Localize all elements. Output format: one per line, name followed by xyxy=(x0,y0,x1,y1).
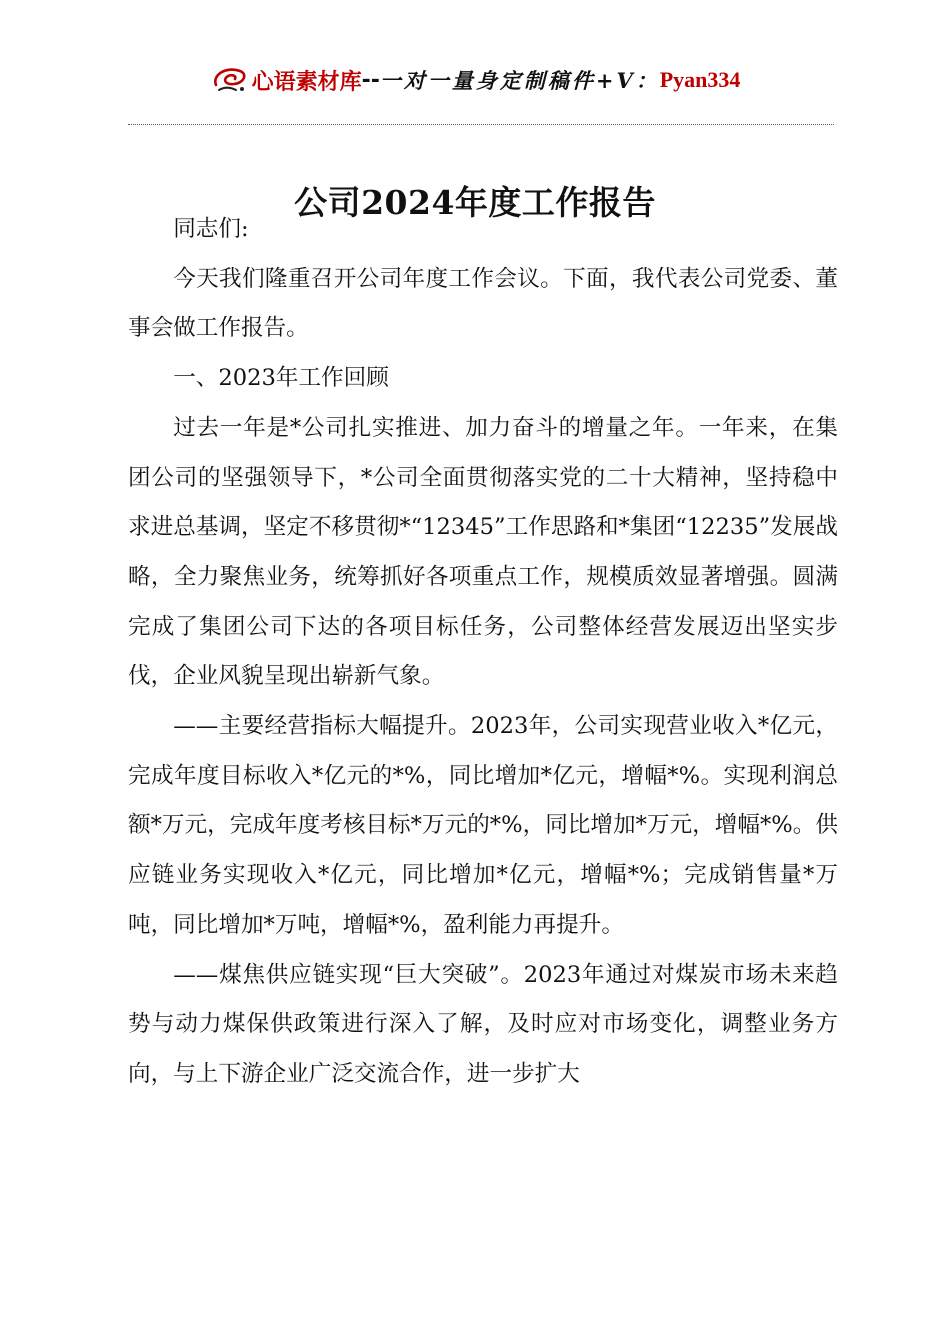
body-paragraph: ——主要经营指标大幅提升。2023年，公司实现营业收入*亿元，完成年度目标收入*亿元的*%，同比增加*亿元，增幅*%。实现利润总额*万元，完成年度考核目标*万元的*%，同比增加*万元，增幅*%。供应链业务实现收入*亿元，同比增加*亿元，增幅*%；完成销售量*万吨，同比增加*万吨，增幅*%，盈利能力再提升。 xyxy=(128,713,838,938)
body-paragraph: 过去一年是*公司扎实推进、加力奋斗的增量之年。一年来，在集团公司的坚强领导下，*公司全面贯彻落实党的二十大精神，坚持稳中求进总基调，坚定不移贯彻*“12345”工作思路和*集团“12235”发展战略，全力聚焦业务，统筹抓好各项重点工作，规模质效显著增强。圆满完成了集团公司下达的各项目标任务，公司整体经营发展迈出坚实步伐，企业风貌呈现出崭新气象。 xyxy=(128,414,838,690)
salutation-paragraph: 同志们: xyxy=(173,216,249,242)
document-title: 公司2024年度工作报告 xyxy=(294,183,656,222)
brand-name: 心语素材库 xyxy=(251,68,362,95)
page-header xyxy=(0,58,950,102)
body-paragraph: 今天我们隆重召开公司年度工作会议。下面，我代表公司党委、董事会做工作报告。 xyxy=(128,265,838,342)
header-separator: -- xyxy=(361,67,380,93)
header-tagline: 一对一量身定制稿件+V： xyxy=(379,68,660,93)
header-contact-id: Pyan334 xyxy=(659,67,741,92)
brush-swirl-logo-icon xyxy=(210,63,250,97)
document-body xyxy=(128,205,838,1100)
brand-logo xyxy=(210,63,362,97)
body-paragraph: ——煤焦供应链实现“巨大突破”。2023年通过对煤炭市场未来趋势与动力煤保供政策进行深入了解，及时应对市场变化，调整业务方向，与上下游企业广泛交流合作，进一步扩大 xyxy=(128,961,838,1087)
header-divider xyxy=(128,124,834,125)
section-heading: 一、2023年工作回顾 xyxy=(173,365,389,392)
